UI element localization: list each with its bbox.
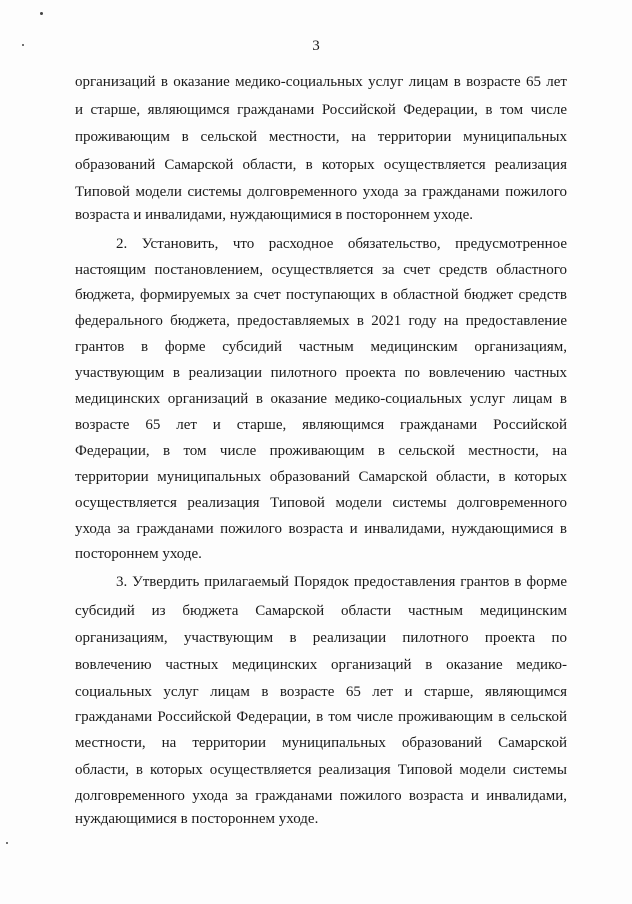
scan-speck <box>6 842 8 844</box>
paragraph-3-line: социальных услуг лицам в возрасте 65 лет и старше, являющимся <box>75 684 567 700</box>
paragraph-2-line: настоящим постановлением, осуществляется за счет средств областного <box>75 262 567 278</box>
paragraph-2-line: постороннем уходе. <box>75 546 202 562</box>
paragraph-2-line: федерального бюджета, предоставляемых в 2021 году на предоставление <box>75 313 567 329</box>
paragraph-1-line: и старше, являющимся гражданами Российской Федерации, в том числе <box>75 102 567 118</box>
paragraph-1-line: образований Самарской области, в которых осуществляется реализация <box>75 157 567 173</box>
paragraph-2-line: бюджета, формируемых за счет поступающих в областной бюджет средств <box>75 287 567 303</box>
paragraph-2-line: осуществляется реализация Типовой модели системы долговременного <box>75 495 567 511</box>
paragraph-1-line: возраста и инвалидами, нуждающимися в постороннем уходе. <box>75 207 474 223</box>
paragraph-2-line: территории муниципальных образований Самарской области, в которых <box>75 469 567 485</box>
paragraph-2-line: грантов в форме субсидий частным медицинским организациям, <box>75 339 567 355</box>
paragraph-3-line: долговременного ухода за гражданами пожилого возраста и инвалидами, <box>75 788 567 804</box>
paragraph-3-line: области, в которых осуществляется реализация Типовой модели системы <box>75 762 567 778</box>
paragraph-3-line: местности, на территории муниципальных образований Самарской <box>75 735 567 751</box>
paragraph-3-line: гражданами Российской Федерации, в том числе проживающим в сельской <box>75 709 567 725</box>
page-number: 3 <box>312 38 320 54</box>
paragraph-3-line: организациям, участвующим в реализации пилотного проекта по <box>75 630 567 646</box>
paragraph-2-line: Федерации, в том числе проживающим в сельской местности, на <box>75 443 567 459</box>
paragraph-2-line: ухода за гражданами пожилого возраста и инвалидами, нуждающимися в <box>75 521 567 537</box>
paragraph-3-line: нуждающимися в постороннем уходе. <box>75 811 319 827</box>
paragraph-2-line: 2. Установить, что расходное обязательство, предусмотренное <box>116 236 567 252</box>
paragraph-2-line: возрасте 65 лет и старше, являющимся гражданами Российской <box>75 417 567 433</box>
paragraph-1-line: Типовой модели системы долговременного ухода за гражданами пожилого <box>75 184 567 200</box>
scan-speck <box>40 12 43 15</box>
paragraph-2-line: участвующим в реализации пилотного проекта по вовлечению частных <box>75 365 567 381</box>
paragraph-3-line: 3. Утвердить прилагаемый Порядок предоставления грантов в форме <box>116 574 567 590</box>
paragraph-1-line: организаций в оказание медико-социальных услуг лицам в возрасте 65 лет <box>75 74 567 90</box>
paragraph-3-line: субсидий из бюджета Самарской области частным медицинским <box>75 603 567 619</box>
paragraph-2-line: медицинских организаций в оказание медико-социальных услуг лицам в <box>75 391 567 407</box>
paragraph-3-line: вовлечению частных медицинских организаций в оказание медико- <box>75 657 567 673</box>
paragraph-1-line: проживающим в сельской местности, на территории муниципальных <box>75 129 567 145</box>
